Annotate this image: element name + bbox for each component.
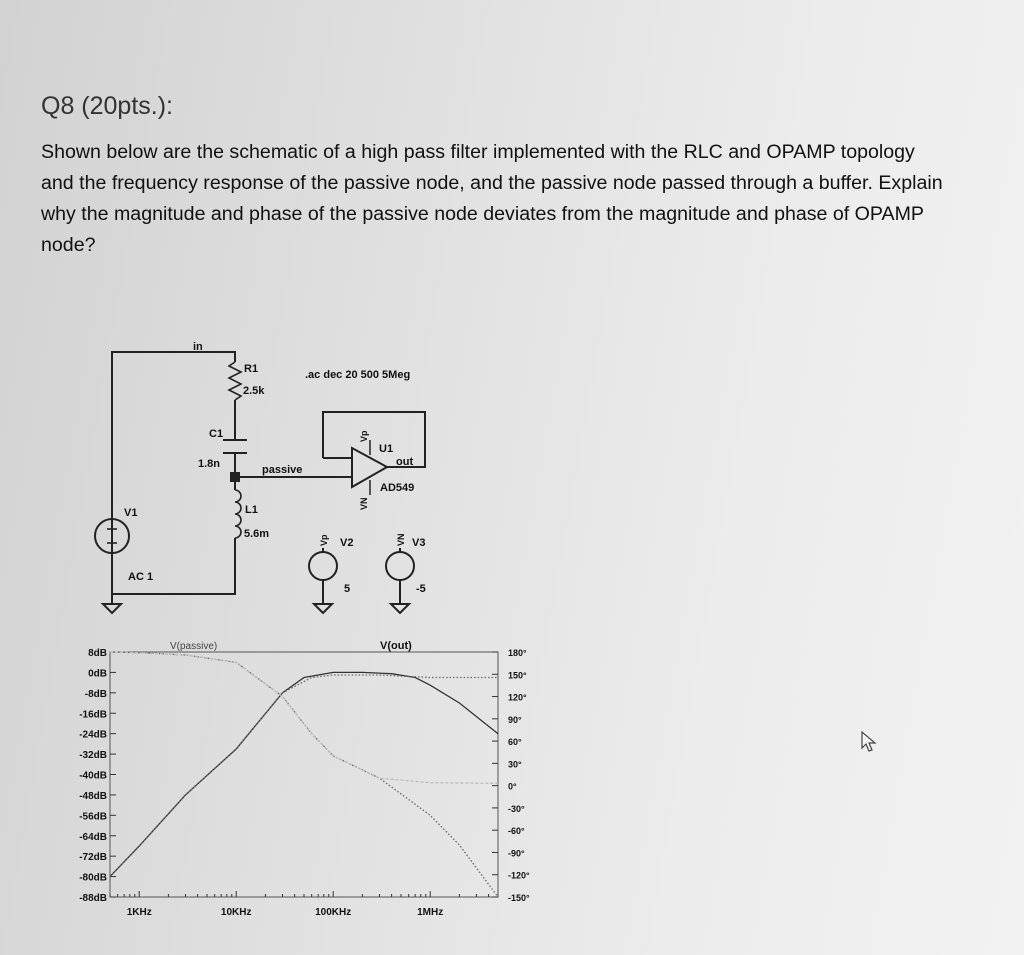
v2-source-symbol (309, 552, 337, 580)
x-tick-label: 1MHz (417, 907, 444, 918)
u1-vn-label: VN (359, 497, 369, 510)
legend-out: V(out) (380, 640, 412, 652)
y-left-tick-label: -72dB (79, 852, 107, 864)
question-text (41, 137, 1016, 261)
v3-ground-icon (391, 604, 409, 613)
question-line: why the magnitude and phase of the passive node deviates from the magnitude and phase of OPAMP (41, 203, 925, 225)
v3-source-symbol (386, 552, 414, 580)
c1-name: C1 (209, 428, 224, 440)
series-v-passive-phase (110, 652, 498, 783)
series-v-passive-magnitude (110, 675, 498, 877)
y-left-tick-label: -88dB (79, 893, 107, 904)
y-left-tick-label: -64dB (79, 831, 107, 843)
v3-name: V3 (412, 537, 426, 549)
u1-name: U1 (379, 443, 394, 455)
y-left-tick-label: 8dB (88, 648, 107, 659)
series-v-out-phase (110, 652, 498, 897)
r1-resistor-symbol (229, 362, 241, 400)
v1-ground-icon (103, 604, 121, 613)
net-in-label: in (193, 341, 203, 353)
passive-node-dot (231, 473, 239, 481)
y-left-tick-label: -48dB (79, 790, 107, 802)
y-right-tick-label: -120° (508, 870, 530, 881)
y-right-tick-label: 60° (508, 737, 522, 748)
bode-chart (79, 640, 530, 918)
y-left-tick-label: -56dB (79, 811, 107, 823)
question-title: Q8 (20pts.): (41, 92, 173, 120)
y-right-tick-label: 30° (508, 759, 522, 770)
u1-model: AD549 (380, 482, 415, 494)
y-right-tick-label: 120° (508, 692, 527, 703)
x-axis (110, 891, 498, 918)
plot-frame (110, 652, 498, 897)
question-line: and the frequency response of the passive node, and the passive node passed through a buffer. Explain (41, 172, 943, 194)
y-left-tick-label: -16dB (79, 709, 107, 721)
x-tick-label: 100KHz (315, 907, 352, 918)
y-left-tick-label: -80dB (79, 872, 107, 884)
l1-name: L1 (245, 504, 258, 516)
v1-name: V1 (124, 507, 138, 519)
y-left-tick-label: 0dB (88, 668, 107, 680)
v2-name: V2 (340, 537, 354, 549)
y-left-tick-label: -24dB (79, 729, 107, 741)
y-right-tick-label: -90° (508, 848, 525, 859)
y-left-tick-label: -32dB (79, 750, 107, 762)
y-left-tick-label: -8dB (84, 688, 107, 700)
wire-in (112, 352, 235, 553)
c1-value: 1.8n (198, 458, 221, 470)
y-right-tick-label: 0° (508, 781, 517, 792)
l1-inductor-symbol (235, 490, 241, 538)
l1-value: 5.6m (244, 528, 270, 540)
v3-value: -5 (416, 583, 426, 595)
y-right-tick-label: -30° (508, 803, 525, 814)
y-right-tick-label: 150° (508, 670, 527, 681)
net-out-label: out (396, 456, 414, 468)
net-passive-label: passive (262, 464, 303, 476)
series-layer (110, 652, 498, 897)
question-line: Shown below are the schematic of a high pass filter implemented with the RLC and OPAMP topology (41, 141, 915, 163)
y-right-tick-label: -60° (508, 826, 525, 837)
figure (0, 330, 600, 930)
series-v-out-magnitude (110, 672, 498, 876)
y-left-tick-label: -40dB (79, 770, 107, 782)
y-right-tick-label: 180° (508, 648, 527, 658)
v1-value: AC 1 (128, 571, 154, 583)
x-tick-label: 10KHz (220, 907, 252, 918)
wire-return (112, 538, 235, 594)
v2-vp-label: Vp (319, 534, 329, 546)
r1-name: R1 (244, 363, 259, 375)
v2-value: 5 (344, 583, 351, 595)
u1-vp-label: Vp (359, 430, 369, 442)
question-line: node? (41, 234, 96, 256)
y-right-tick-label: -150° (508, 893, 530, 903)
r1-value: 2.5k (243, 385, 265, 397)
x-tick-label: 1KHz (126, 907, 152, 918)
legend-passive: V(passive) (170, 641, 218, 652)
v3-vn-label: VN (396, 533, 406, 546)
y-right-tick-label: 90° (508, 714, 522, 725)
v2-ground-icon (314, 604, 332, 613)
ac-directive: .ac dec 20 500 5Meg (305, 369, 411, 381)
mouse-cursor-icon (860, 730, 880, 754)
